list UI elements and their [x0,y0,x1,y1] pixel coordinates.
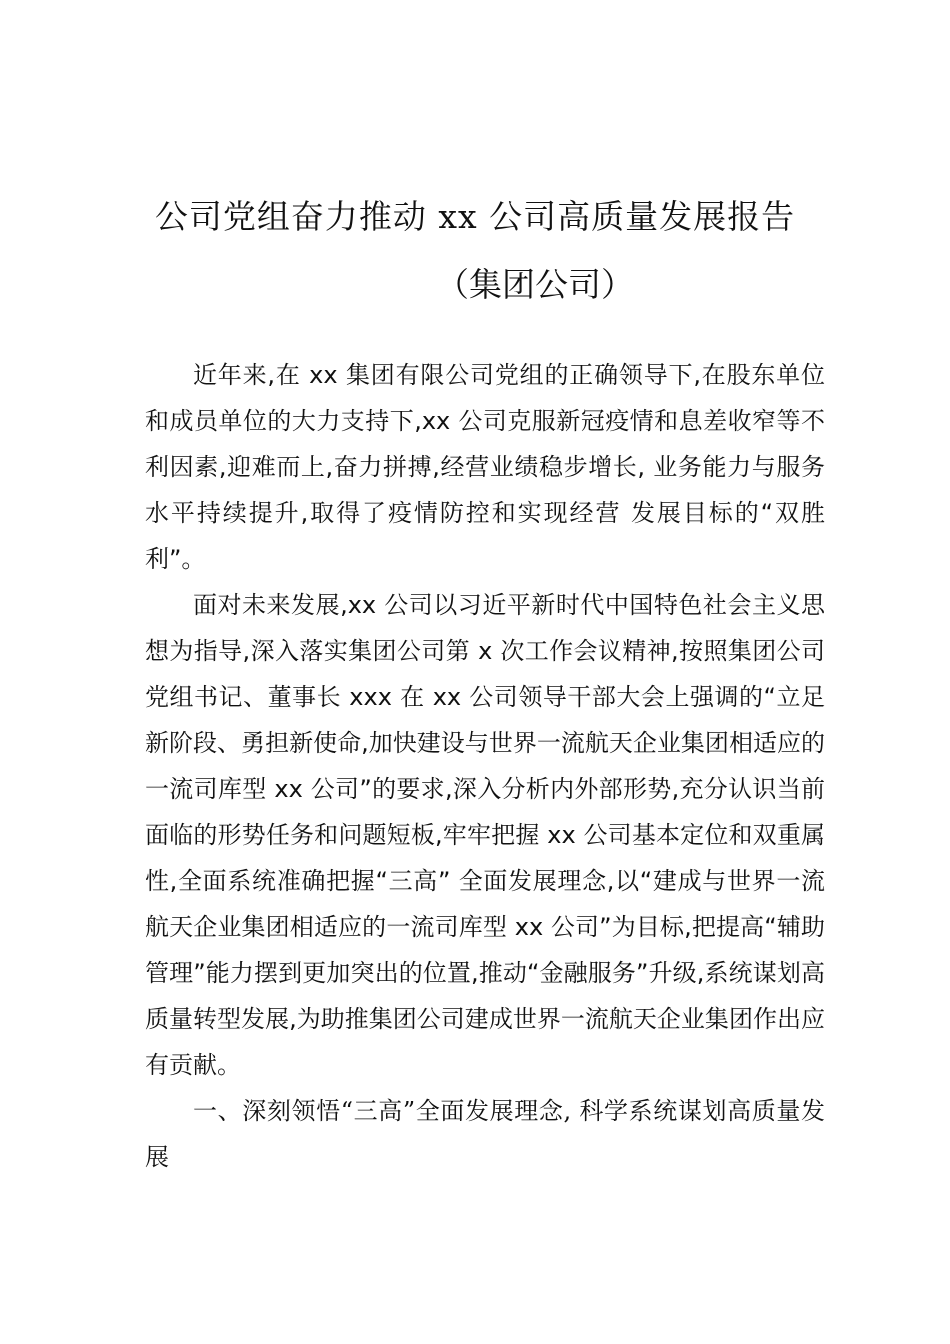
document-subtitle: （集团公司） [436,265,634,304]
document-body [145,352,825,1180]
paragraph-2: 面对未来发展,xx 公司以习近平新时代中国特色社会主义思想为指导,深入落实集团公司第 x 次工作会议精神,按照集团公司党组书记、董事长 xxx 在 xx 公司领导干部大会上强调的“立足新阶段、勇担新使命,加快建设与世界一流航天企业集团相适应的一流司库型 xx 公司”的要求,深入分析内外部形势,充分认识当前面临的形势任务和问题短板,牢牢把握 xx 公司基本定位和双重属性,全面系统准确把握“三高” 全面发展理念,以“建成与世界一流航天企业集团相适应的一流司库型 xx 公司”为目标,把提高“辅助管理”能力摆到更加突出的位置,推动“金融服务”升级,系统谋划高质量转型发展,为助推集团公司建成世界一流航天企业集团作出应有贡献。 [145,591,825,1079]
section-heading: 一、深刻领悟“三高”全面发展理念, 科学系统谋划高质量发展 [145,1097,825,1171]
paragraph-1: 近年来,在 xx 集团有限公司党组的正确领导下,在股东单位和成员单位的大力支持下,xx 公司克服新冠疫情和息差收窄等不利因素,迎难而上,奋力拼搏,经营业绩稳步增长, 业务能力与服务水平持续提升,取得了疫情防控和实现经营 发展目标的“双胜利”。 [145,361,825,573]
document-title: 公司党组奋力推动 xx 公司高质量发展报告 [154,197,796,236]
